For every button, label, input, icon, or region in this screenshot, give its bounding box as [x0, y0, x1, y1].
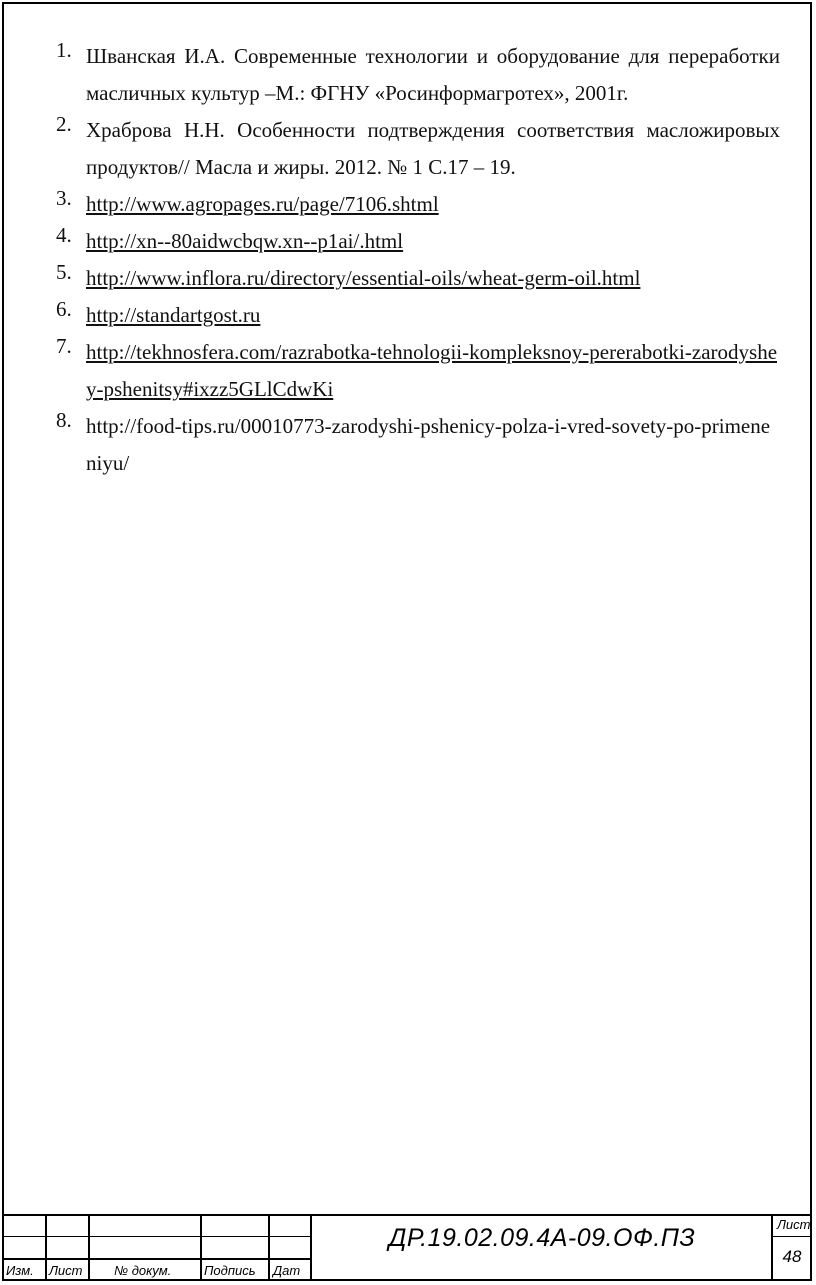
stamp-col-signature: Подпись	[204, 1263, 256, 1278]
reference-text: http://food-tips.ru/00010773-zarodyshi-pshenicy-polza-i-vred-sovety-po-primeneniyu/	[86, 414, 771, 475]
document-number: ДР.19.02.09.4А-09.ОФ.ПЗ	[388, 1224, 696, 1252]
stamp-line	[2, 1258, 312, 1260]
title-block	[2, 1214, 812, 1281]
reference-number: 7.	[56, 334, 72, 358]
reference-item	[56, 223, 780, 260]
reference-item	[56, 186, 780, 223]
reference-item	[56, 334, 780, 408]
reference-list	[56, 38, 780, 482]
stamp-line	[200, 1214, 202, 1281]
sheet-label: Лист	[777, 1217, 811, 1232]
stamp-line	[88, 1214, 90, 1281]
reference-item	[56, 408, 780, 482]
reference-item	[56, 112, 780, 186]
reference-item	[56, 260, 780, 297]
reference-link[interactable]: http://standartgost.ru	[86, 303, 261, 327]
stamp-col-date: Дат	[273, 1263, 301, 1278]
reference-number: 3.	[56, 186, 72, 210]
stamp-col-change: Изм.	[6, 1263, 34, 1278]
reference-number: 2.	[56, 112, 72, 136]
reference-link[interactable]: http://tekhnosfera.com/razrabotka-tehnologii-kompleksnoy-pererabotki-zarodyshey-pshenitsy#ixzz5GLlCdwKi	[86, 340, 778, 401]
reference-link[interactable]: http://xn--80aidwcbqw.xn--p1ai/.html	[86, 229, 404, 253]
stamp-line	[772, 1236, 812, 1237]
stamp-line	[2, 1236, 312, 1237]
stamp-col-doc: № докум.	[114, 1263, 172, 1278]
reference-number: 4.	[56, 223, 72, 247]
reference-number: 6.	[56, 297, 72, 321]
reference-item	[56, 38, 780, 112]
reference-number: 8.	[56, 408, 72, 432]
reference-number: 5.	[56, 260, 72, 284]
reference-number: 1.	[56, 38, 72, 62]
stamp-col-sheet: Лист	[49, 1263, 83, 1278]
reference-link[interactable]: http://www.agropages.ru/page/7106.shtml	[86, 192, 439, 216]
stamp-line	[268, 1214, 270, 1281]
reference-text: Храброва Н.Н. Особенности подтверждения соответствия масложировых продуктов// Масла и жиры. 2012. № 1 С.17 – 19.	[86, 118, 780, 179]
reference-text: Шванская И.А. Современные технологии и оборудование для переработки масличных культур –М.: ФГНУ «Росинформагротех», 2001г.	[86, 44, 780, 105]
stamp-line	[45, 1214, 47, 1281]
stamp-line	[2, 1214, 812, 1216]
reference-link[interactable]: http://www.inflora.ru/directory/essential-oils/wheat-germ-oil.html	[86, 266, 641, 290]
reference-item	[56, 297, 780, 334]
sheet-number: 48	[782, 1247, 802, 1266]
